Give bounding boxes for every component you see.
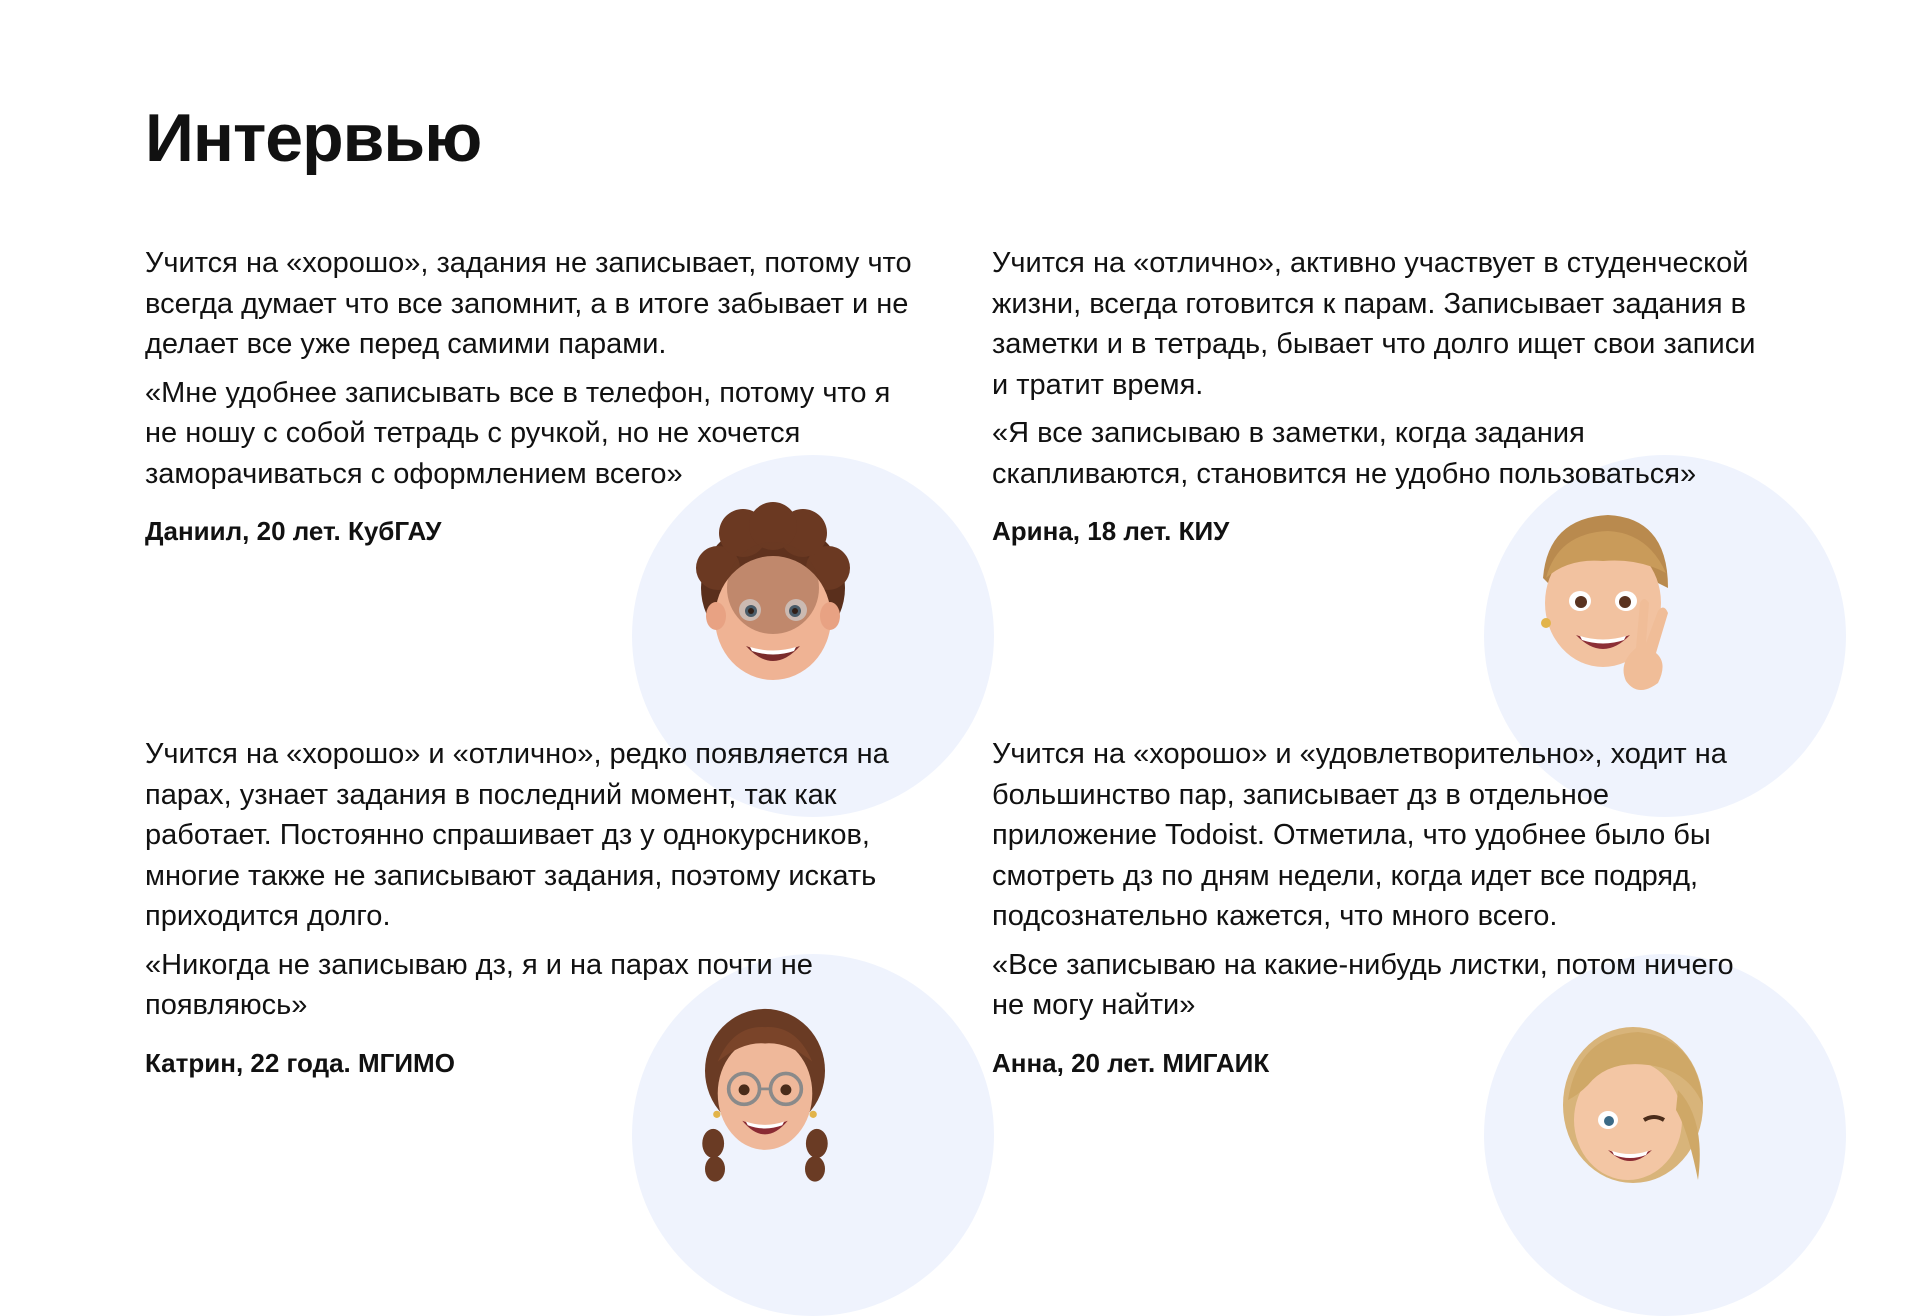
interview-description: Учится на «хорошо» и «удовлетворительно», ходит на большинство пар, записывает дз в отдельное приложение Todoist. Отметила, что удобнее было бы смотреть дз по дням недели, когда идет все подряд, подсознательно кажется, что много всего. — [992, 738, 1727, 932]
interview-quote: «Я все записываю в заметки, когда задания скапливаются, становится не удобно пользоваться» — [992, 417, 1697, 490]
interview-author: Анна, 20 лет. МИГАИК — [992, 1047, 1270, 1078]
interview-quote: «Мне удобнее записывать все в телефон, потому что я не ношу с собой тетрадь с ручкой, но не хочется заморачиваться с оформлением всего» — [145, 376, 891, 490]
interview-description: Учится на «отлично», активно участвует в студенческой жизни, всегда готовится к парам. Записывает задания в заметки и в тетрадь, бывает что долго ищет свои записи и тратит время. — [992, 247, 1756, 401]
interview-card-4 — [992, 734, 1772, 1079]
interview-card-3 — [145, 734, 925, 1079]
interview-description: Учится на «хорошо», задания не записывает, потому что всегда думает что все запомнит, а в итоге забывает и не делает все уже перед самими парами. — [145, 247, 912, 360]
page-title: Интервью — [145, 100, 482, 176]
interview-author: Катрин, 22 года. МГИМО — [145, 1047, 455, 1078]
interview-card-1 — [145, 243, 925, 547]
interview-description: Учится на «хорошо» и «отлично», редко появляется на парах, узнает задания в последний момент, так как работает. Постоянно спрашивает дз у однокурсников, многие также не записывают задания, поэтому искать приходится долго. — [145, 738, 889, 932]
interview-author: Даниил, 20 лет. КубГАУ — [145, 516, 442, 546]
interview-quote: «Все записываю на какие-нибудь листки, потом ничего не могу найти» — [992, 948, 1734, 1021]
interview-card-2 — [992, 243, 1772, 547]
interview-quote: «Никогда не записываю дз, я и на парах почти не появляюсь» — [145, 948, 813, 1021]
interview-author: Арина, 18 лет. КИУ — [992, 516, 1230, 546]
